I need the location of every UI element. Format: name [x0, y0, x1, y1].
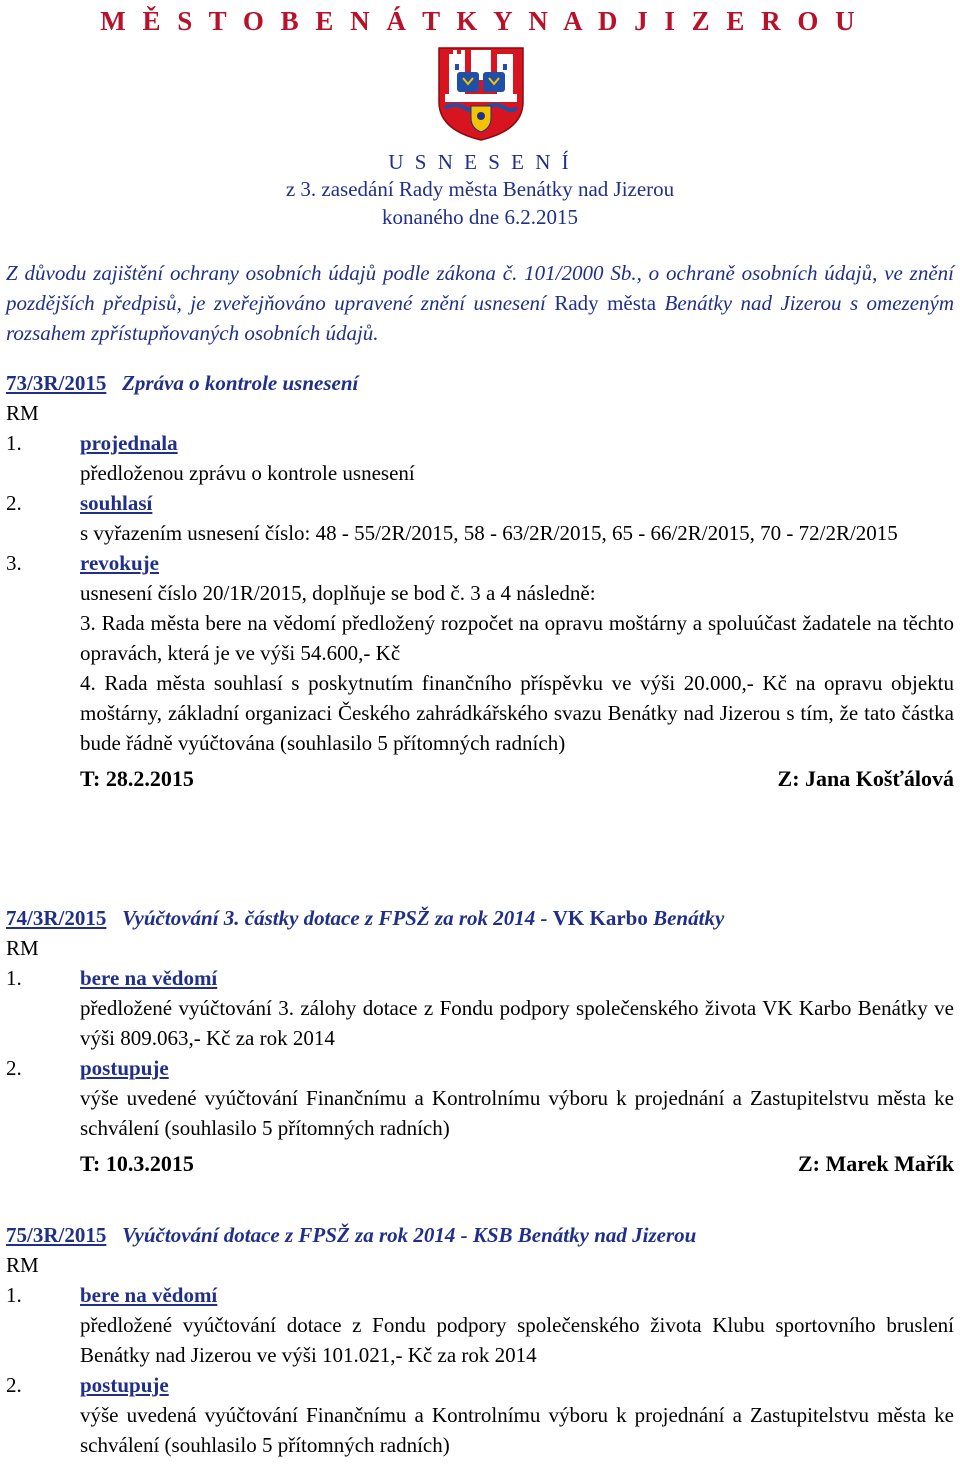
document-type: U S N E S E N Í [388, 150, 572, 174]
notice-text-3: Benátky nad Jizerou s omezeným rozsahem zpřístupňovaných osobních údajů. [6, 291, 955, 345]
item-number: 2. [6, 1373, 22, 1397]
resolution-number: 73/3R/2015 [6, 371, 107, 395]
city-title: M Ě S T O B E N Á T K Y N A D J I Z E R O U [100, 6, 860, 36]
coat-of-arms-logo [435, 44, 527, 142]
item-text: předloženou zprávu o kontrole usnesení [80, 461, 415, 485]
resolution-number: 74/3R/2015 [6, 906, 107, 930]
council-abbrev: RM [6, 936, 39, 960]
item-text: předložené vyúčtování 3. zálohy dotace z Fondu podpory společenského života VK Karbo Benátky ve výši 809.063,- Kč za rok 2014 [80, 996, 954, 1050]
privacy-notice [6, 258, 954, 348]
resolution-item [6, 548, 954, 578]
resolution-heading [6, 368, 954, 398]
item-text: výše uvedené vyúčtování Finančnímu a Kontrolnímu výboru k projednání a Zastupitelstvu města ke schválení (souhlasilo 5 přítomných radních) [80, 1086, 954, 1140]
item-number: 2. [6, 1056, 22, 1080]
resolution-item [6, 963, 954, 993]
session-date: konaného dne 6.2.2015 [382, 205, 578, 229]
session-subtitle: z 3. zasedání Rady města Benátky nad Jizerou [285, 177, 675, 201]
item-keyword: postupuje [80, 1373, 169, 1397]
item-text: s vyřazením usnesení číslo: 48 - 55/2R/2015, 58 - 63/2R/2015, 65 - 66/2R/2015, 70 - 72/2R/2015 [80, 521, 898, 545]
resolution-title-end: Benátky [647, 906, 725, 930]
item-keyword: souhlasí [80, 491, 153, 515]
resolution-73 [6, 368, 954, 794]
resolution-title: Vyúčtování dotace z FPSŽ za rok 2014 - KSB Benátky nad Jizerou [122, 1223, 697, 1247]
item-number: 1. [6, 966, 22, 990]
resolution-heading [6, 903, 954, 933]
item-number: 3. [6, 551, 22, 575]
deadline-row [6, 1149, 954, 1179]
resolution-75 [6, 1220, 954, 1460]
notice-text-2: Rady města [554, 291, 657, 315]
item-keyword: bere na vědomí [80, 1283, 218, 1307]
item-keyword: revokuje [80, 551, 159, 575]
resolution-item [6, 488, 954, 518]
item-number: 1. [6, 431, 22, 455]
resolution-heading [6, 1220, 954, 1250]
item-text: výše uvedená vyúčtování Finančnímu a Kontrolnímu výboru k projednání a Zastupitelstvu města ke schválení (souhlasilo 5 přítomných radních) [80, 1403, 954, 1457]
deadline-row [6, 764, 954, 794]
item-keyword: bere na vědomí [80, 966, 218, 990]
resolution-title: Zpráva o kontrole usnesení [122, 371, 359, 395]
item-text: usnesení číslo 20/1R/2015, doplňuje se bod č. 3 a 4 následně: [80, 581, 596, 605]
resolution-number: 75/3R/2015 [6, 1223, 107, 1247]
resolution-title: Vyúčtování 3. částky dotace z FPSŽ za rok 2014 - [122, 906, 553, 930]
resolution-title-club: VK Karbo [552, 906, 648, 930]
resolution-item [6, 428, 954, 458]
resolution-74 [6, 903, 954, 1179]
item-number: 2. [6, 491, 22, 515]
resolution-item [6, 1280, 954, 1310]
item-keyword: projednala [80, 431, 178, 455]
item-number: 1. [6, 1283, 22, 1307]
resolution-item [6, 1053, 954, 1083]
item-subpoint: 3. Rada města bere na vědomí předložený rozpočet na opravu moštárny a spoluúčast žadatele na těchto opravách, která je ve výši 54.600,- Kč [80, 611, 954, 665]
term-date: T: 28.2.2015 [80, 766, 194, 791]
responsible-person: Z: Jana Košťálová [777, 766, 954, 791]
item-text: předložené vyúčtování dotace z Fondu podpory společenského života Klubu sportovního bruslení Benátky nad Jizerou ve výši 101.021,- Kč za rok 2014 [80, 1313, 954, 1367]
notice-text-1: Z důvodu zajištění ochrany osobních údajů podle zákona č. 101/2000 Sb., o ochraně osobních údajů, ve znění pozdějších předpisů, je zveřejňováno upravené znění usnesení [6, 261, 954, 315]
term-date: T: 10.3.2015 [80, 1151, 194, 1176]
resolution-item [6, 1370, 954, 1400]
item-keyword: postupuje [80, 1056, 169, 1080]
responsible-person: Z: Marek Mařík [797, 1151, 954, 1176]
item-subpoint: 4. Rada města souhlasí s poskytnutím finančního příspěvku ve výši 20.000,- Kč na opravu objektu moštárny, základní organizaci Českého zahrádkářského svazu Benátky nad Jizerou s tím, že tato částka bude řádně vyúčtována (souhlasilo 5 přítomných radních) [80, 671, 954, 755]
council-abbrev: RM [6, 1253, 39, 1277]
council-abbrev: RM [6, 401, 39, 425]
